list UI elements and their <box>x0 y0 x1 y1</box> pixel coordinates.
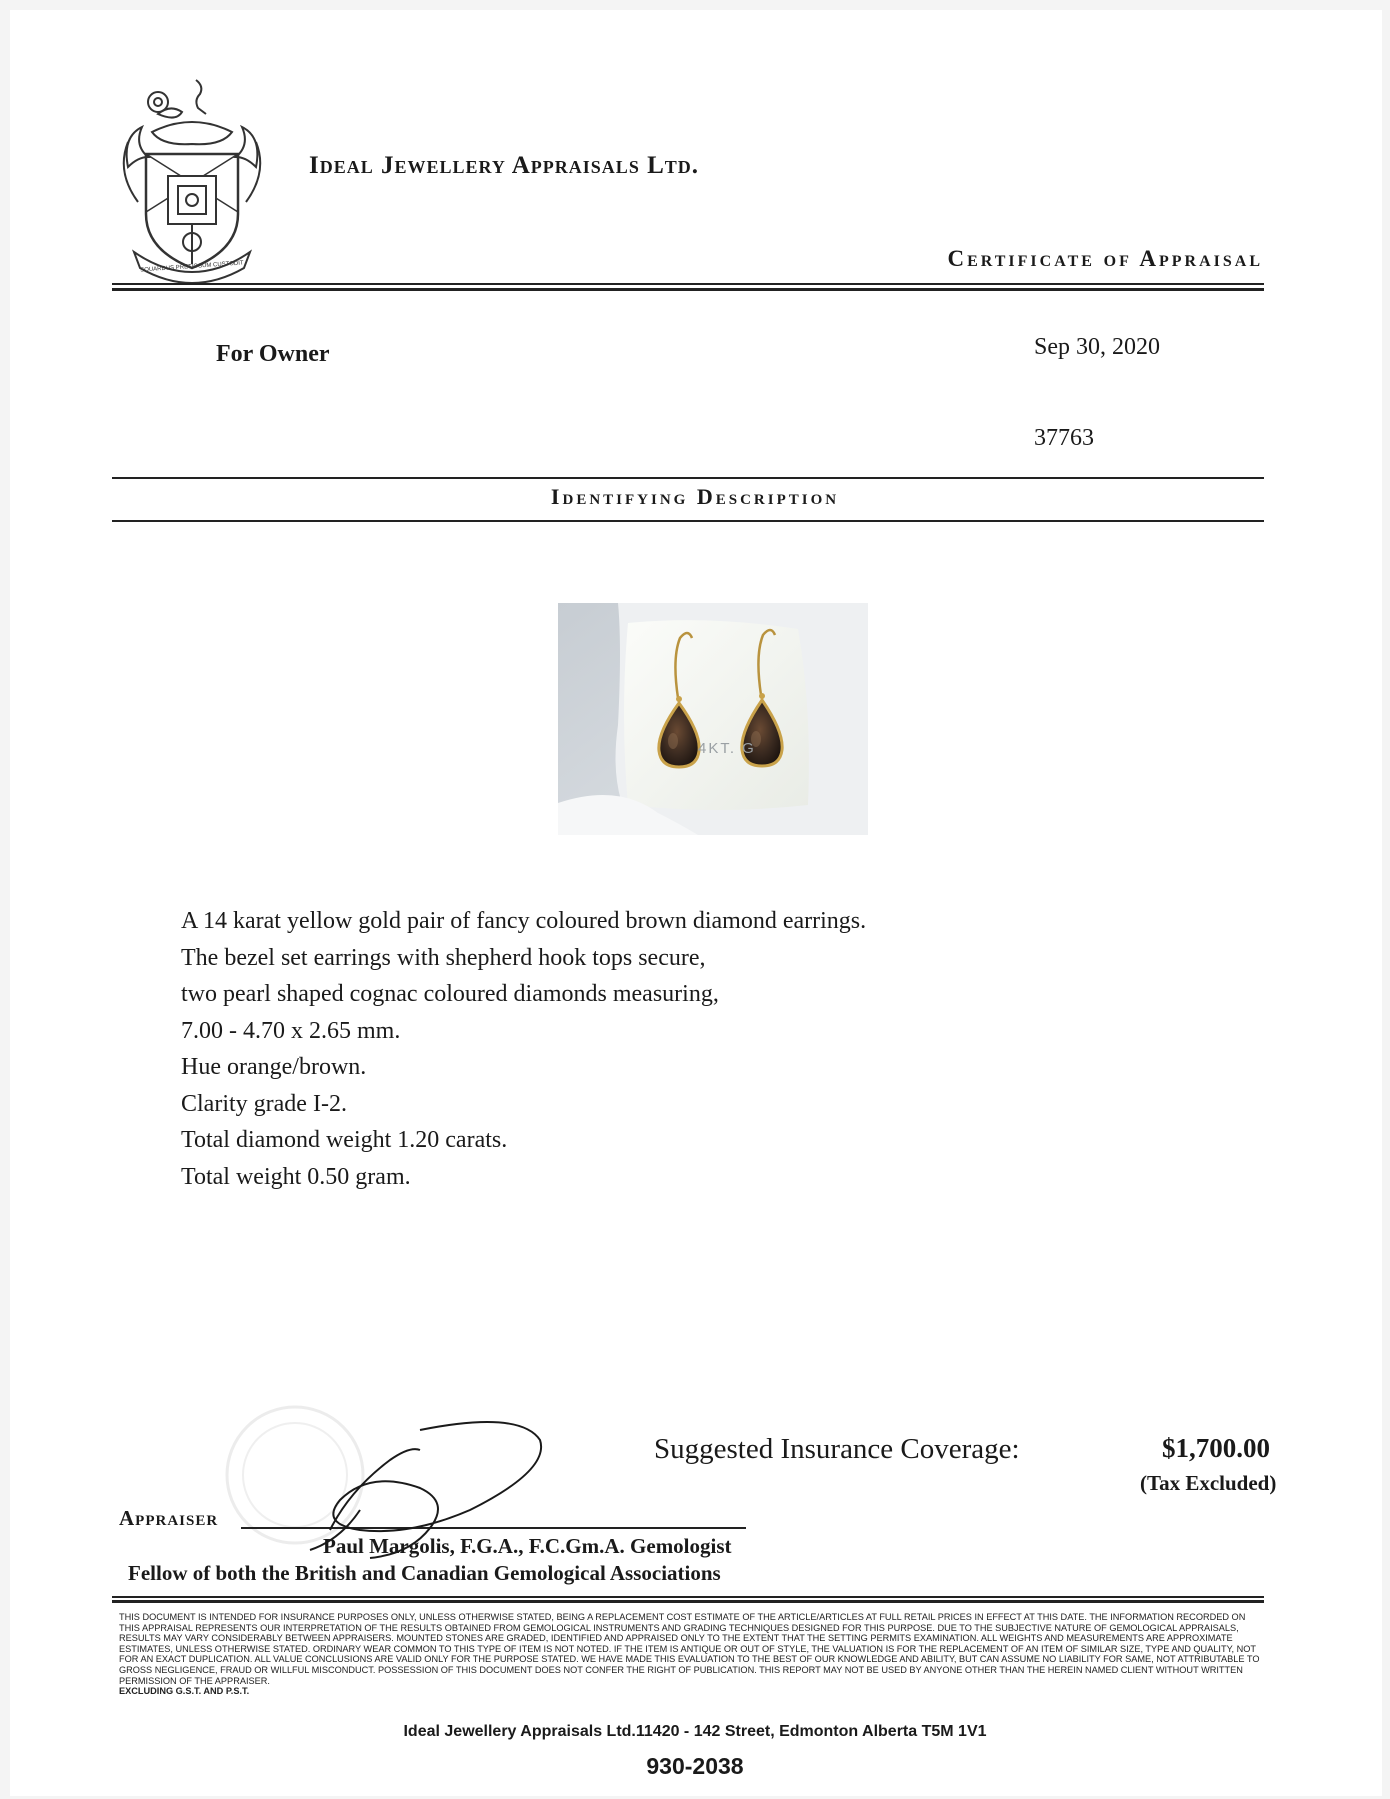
disclaimer <box>119 1612 1267 1697</box>
card-stamp: 4KT. G <box>698 740 756 757</box>
earrings-photo <box>558 603 868 835</box>
description-line: Total diamond weight 1.20 carats. <box>181 1127 508 1153</box>
description-line: The bezel set earrings with shepherd hook tops secure, <box>181 944 706 971</box>
footer-rule-top <box>112 1596 1264 1598</box>
disclaimer-text: THIS DOCUMENT IS INTENDED FOR INSURANCE PURPOSES ONLY, UNLESS OTHERWISE STATED, BEING A REPLACEMENT COST ESTIMATE OF THE ARTICLE/ARTICLES AT FULL RETAIL PRICES IN EFFECT AT THIS DATE. THE INFORMATION RECORDED ON THIS APPRAISAL REPRESENTS OUR INTERPRETATION OF THE RESULTS OBTAINED FROM GEMOLOGICAL INSTRUMENTS AND GRADING TECHNIQUES DESIGNED FOR THIS PURPOSE. DUE TO THE SUBJECTIVE NATURE OF GEMOLOGICAL APPRAISALS, RESULTS MAY VARY CONSIDERABLY BETWEEN APPRAISERS. MOUNTED STONES ARE GRADED, IDENTIFIED AND APPRAISED ONLY TO THE EXTENT THAT THE SETTING PERMITS EXAMINATION. ALL WEIGHTS AND MEASUREMENTS ARE APPROXIMATE ESTIMATES, UNLESS OTHERWISE STATED. ORDINARY WEAR COMMON TO THIS TYPE OF ITEM IS NOT NOTED. IF THE ITEM IS ANTIQUE OR OUT OF STYLE, THE VALUATION IS FOR THE REPLACEMENT OF AN ITEM OF SIMILAR SIZE, TYPE AND QUALITY, NOT FOR AN EXACT DUPLICATION. ALL VALUE CONCLUSIONS ARE VALID ONLY FOR THE PURPOSE STATED. WE HAVE MADE THIS EVALUATION TO THE BEST OF OUR KNOWLEDGE AND ABILITY, BUT CAN ASSUME NO LIABILITY FOR SAME, NOT ATTRIBUTABLE TO GROSS NEGLIGENCE, FRAUD OR WILLFUL MISCONDUCT. POSSESSION OF THIS DOCUMENT DOES NOT CONFER THE RIGHT OF PUBLICATION. THIS REPORT MAY NOT BE USED BY ANYONE OTHER THAN THE HEREIN NAMED CLIENT WITHOUT WRITTEN PERMISSION OF THE APPRAISER. <box>119 1612 1260 1686</box>
tax-exclusion-note: EXCLUDING G.S.T. AND P.S.T. <box>119 1686 250 1697</box>
appraiser-label: Appraiser <box>119 1506 219 1530</box>
appraiser-signature <box>270 1410 570 1560</box>
section-rule-top <box>112 477 1264 479</box>
description-line: Hue orange/brown. <box>181 1054 367 1080</box>
item-description <box>181 903 866 1195</box>
description-line: A 14 karat yellow gold pair of fancy coloured brown diamond earrings. <box>181 908 867 934</box>
owner-label: For Owner <box>216 341 330 367</box>
description-line: 7.00 - 4.70 x 2.65 mm. <box>181 1017 401 1044</box>
footer-rule-bottom <box>112 1600 1264 1603</box>
header-rule-bottom <box>112 288 1264 291</box>
company-phone: 930-2038 <box>646 1753 744 1779</box>
company-name: Ideal Jewellery Appraisals Ltd. <box>309 152 700 179</box>
company-address: Ideal Jewellery Appraisals Ltd.11420 - 142 Street, Edmonton Alberta T5M 1V1 <box>403 1723 987 1740</box>
appraiser-name: Paul Margolis, F.G.A., F.C.Gm.A. Gemologist <box>323 1534 732 1558</box>
crest-motto: SQUARDUS PRETIOSUM CUSTODIT <box>140 260 244 274</box>
certificate-number: 37763 <box>1034 425 1094 451</box>
tax-note: (Tax Excluded) <box>1140 1471 1277 1495</box>
description-line: two pearl shaped cognac coloured diamonds measuring, <box>181 981 719 1007</box>
insurance-label: Suggested Insurance Coverage: <box>654 1433 1020 1465</box>
section-title: Identifying Description <box>550 484 840 509</box>
description-line: Clarity grade I-2. <box>181 1090 347 1117</box>
certificate-title: Certificate of Appraisal <box>947 246 1263 271</box>
coat-of-arms-crest <box>112 72 272 292</box>
header-rule-top <box>112 283 1264 285</box>
section-rule-bottom <box>112 520 1264 522</box>
appraiser-credential: Fellow of both the British and Canadian Gemological Associations <box>128 1561 721 1585</box>
insurance-amount: $1,700.00 <box>1162 1433 1270 1463</box>
description-line: Total weight 0.50 gram. <box>181 1163 411 1190</box>
appraisal-date: Sep 30, 2020 <box>1034 334 1160 360</box>
